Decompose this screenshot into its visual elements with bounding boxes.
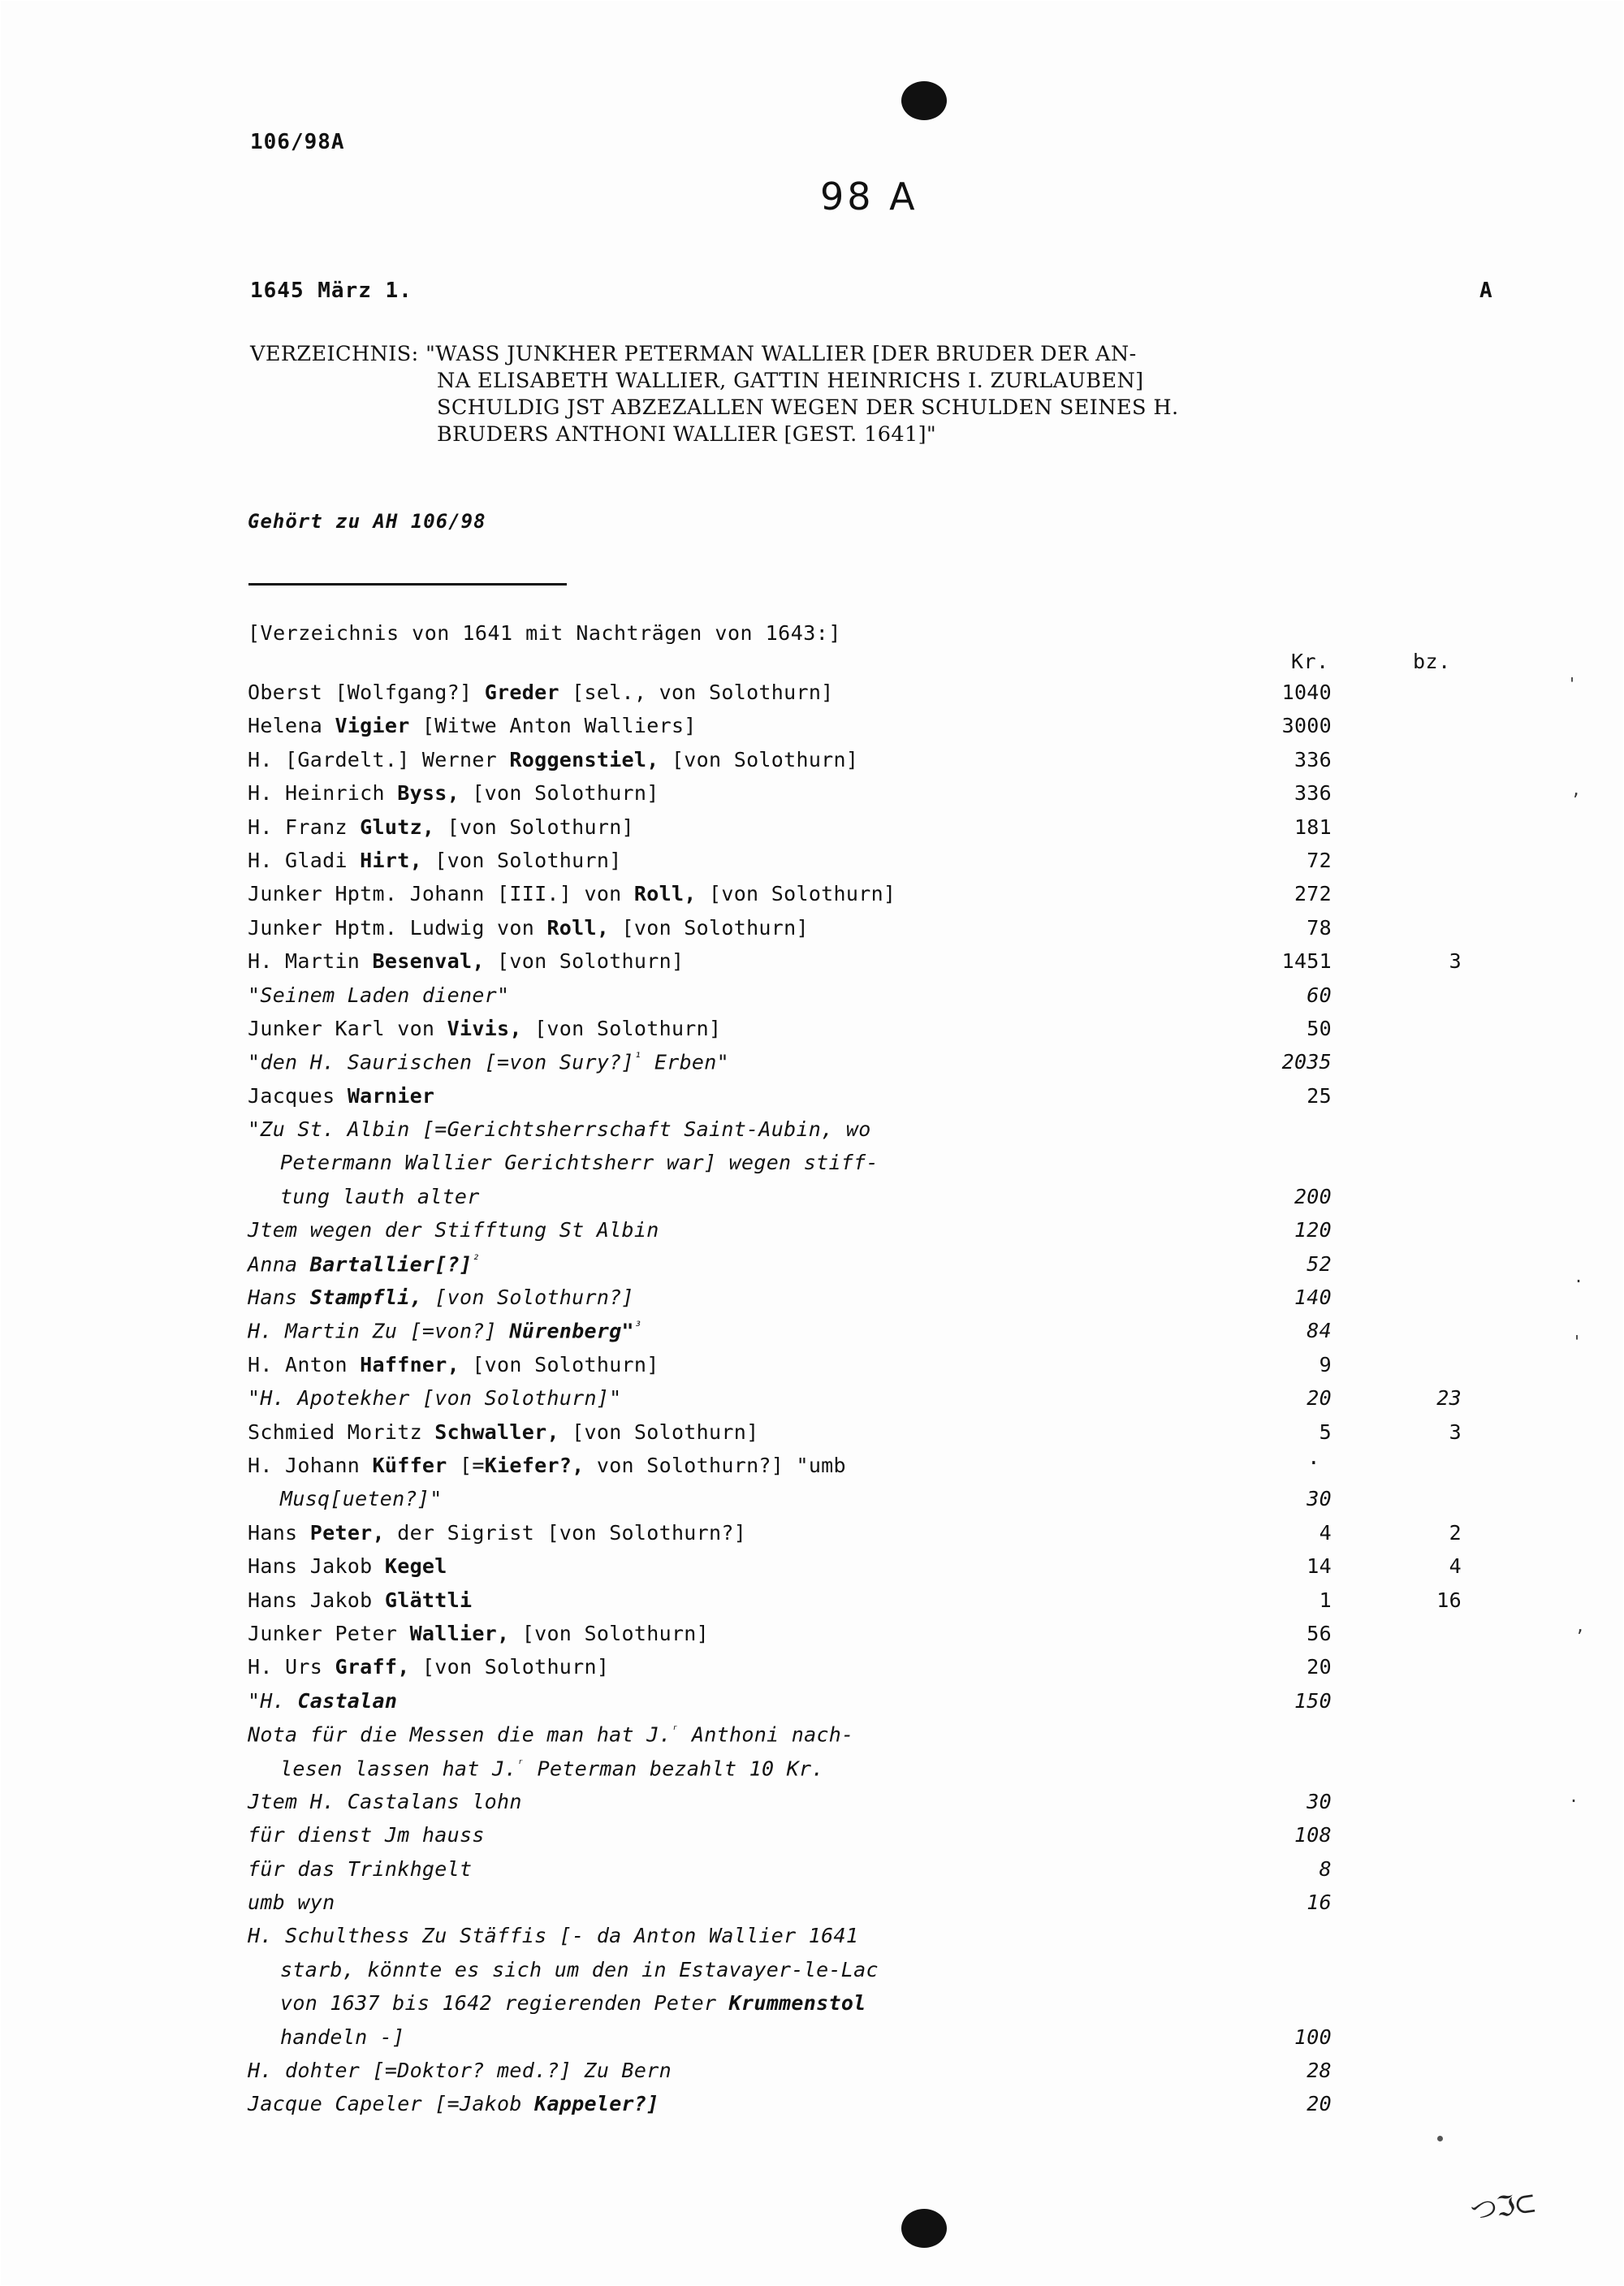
entry-text: umb wyn (248, 1891, 335, 1915)
entry-text: "den H. Saurischen [=von Sury?]$^{^1}$ Erben" (248, 1050, 729, 1074)
entry-text: Junker Peter Wallier, [von Solothurn] (248, 1621, 710, 1645)
entry-amount-bz: 2 (1449, 1520, 1462, 1545)
page-bottom-registration-dot (901, 2209, 947, 2248)
entry-text: H. Martin Zu [=von?] Nürenberg"$^{^3}$ (248, 1319, 642, 1343)
handwritten-scribble: つℑ⊂ (1468, 2186, 1538, 2228)
entry-text: H. Anton Haffner, [von Solothurn] (248, 1352, 659, 1376)
entry-amount-kr: 181 (1294, 815, 1332, 839)
entry-amount-kr: 4 (1319, 1520, 1332, 1545)
entry-text: Jacques Warnier (248, 1083, 435, 1108)
entry-amount-kr: 200 (1294, 1184, 1332, 1208)
entry-row (0, 1958, 1624, 1991)
entry-row (0, 1689, 1624, 1722)
entry-amount-kr: 25 (1307, 1083, 1332, 1108)
entry-text: "H. Castalan (248, 1688, 398, 1713)
entry-text: handeln -] (280, 2025, 405, 2049)
entry-text: von 1637 bis 1642 regierenden Peter Krummenstol (280, 1991, 866, 2016)
entry-text: H. Johann Küffer [=Kiefer?, von Solothurn?] "umb (248, 1453, 846, 1477)
entry-row (0, 1017, 1624, 1050)
entry-row (0, 1454, 1624, 1487)
entry-row (0, 2059, 1624, 2092)
entry-row (0, 1050, 1624, 1083)
column-header-bz: bz. (1413, 650, 1451, 673)
entry-row (0, 714, 1624, 747)
entry-text: Anna Bartallier[?]$^{^2}$ (248, 1251, 480, 1276)
entry-row (0, 1151, 1624, 1184)
entry-text: H. Franz Glutz, [von Solothurn] (248, 815, 634, 839)
entry-amount-bz: 23 (1436, 1386, 1462, 1411)
entry-amount-kr: 5 (1319, 1420, 1332, 1444)
entry-row (0, 949, 1624, 983)
entry-row (0, 1487, 1624, 1520)
title-block (250, 341, 1517, 448)
column-header-kr: Kr. (1291, 650, 1329, 673)
entry-amount-kr: 100 (1294, 2025, 1332, 2049)
entry-text: lesen lassen hat J.$^ʳ$ Peterman bezahlt 10 Kr. (280, 1756, 824, 1780)
edge-speck-3: . (1574, 1267, 1584, 1286)
entry-amount-kr: 50 (1307, 1016, 1332, 1040)
entry-amount-kr: 52 (1307, 1251, 1332, 1276)
entry-amount-kr: 9 (1319, 1352, 1332, 1376)
entry-text: H. Heinrich Byss, [von Solothurn] (248, 781, 659, 806)
entry-row (0, 1891, 1624, 1924)
entry-amount-kr: 78 (1307, 915, 1332, 940)
entry-row (0, 1722, 1624, 1756)
entry-amount-kr: 120 (1294, 1218, 1332, 1242)
stray-dot-mark: . (1307, 1445, 1320, 1470)
entry-row (0, 1991, 1624, 2025)
shelfmark: 106/98A (250, 130, 345, 154)
entry-amount-kr: 14 (1307, 1554, 1332, 1579)
entry-text: Junker Hptm. Ludwig von Roll, [von Solothurn] (248, 915, 809, 940)
entry-text: "Seinem Laden diener" (248, 983, 510, 1007)
entry-text: für das Trinkhgelt (248, 1856, 473, 1881)
entry-row (0, 1117, 1624, 1151)
entry-text: H. Urs Graff, [von Solothurn] (248, 1655, 610, 1679)
entry-text: Hans Jakob Kegel (248, 1554, 447, 1579)
entry-row (0, 1790, 1624, 1823)
entry-row (0, 2092, 1624, 2125)
entry-amount-kr: 28 (1307, 2059, 1332, 2083)
entry-amount-kr: 30 (1307, 1487, 1332, 1511)
entry-text: Hans Stampfli, [von Solothurn?] (248, 1286, 634, 1310)
entry-row (0, 882, 1624, 915)
entry-text: Junker Hptm. Johann [III.] von Roll, [von Solothurn] (248, 882, 896, 906)
entry-text: Hans Peter, der Sigrist [von Solothurn?] (248, 1520, 747, 1545)
entry-amount-kr: 84 (1307, 1319, 1332, 1343)
entry-text: H. Schulthess Zu Stäffis [- da Anton Wallier 1641 (248, 1924, 859, 1948)
entry-text: tung lauth alter (280, 1184, 480, 1208)
page-top-registration-dot (901, 81, 947, 120)
entry-text: Petermann Wallier Gerichtsherr war] wegen stiff- (280, 1151, 879, 1175)
entry-row (0, 681, 1624, 714)
entry-text: Jtem wegen der Stifftung St Albin (248, 1218, 659, 1242)
entry-row (0, 1655, 1624, 1688)
page-speck (1437, 2136, 1443, 2141)
entry-text: Junker Karl von Vivis, [von Solothurn] (248, 1016, 722, 1040)
entry-amount-kr: 8 (1319, 1856, 1332, 1881)
entry-text: H. Martin Besenval, [von Solothurn] (248, 949, 685, 974)
title-line-2: NA ELISABETH WALLIER, GATTIN HEINRICHS I. ZURLAUBEN] (437, 369, 1144, 393)
entry-text: Oberst [Wolfgang?] Greder [sel., von Solothurn] (248, 681, 834, 704)
edge-speck-2: , (1571, 780, 1582, 799)
entry-row (0, 1924, 1624, 1957)
title-line-1: VERZEICHNIS: "WASS JUNKHER PETERMAN WALLIER [DER BRUDER DER AN- (250, 342, 1137, 366)
entry-row (0, 1554, 1624, 1588)
entry-amount-kr: 30 (1307, 1789, 1332, 1813)
entry-amount-kr: 16 (1307, 1891, 1332, 1915)
entry-amount-kr: 272 (1294, 882, 1332, 906)
entry-text: Musq[ueten?]" (280, 1487, 443, 1511)
folio-number: 98 A (820, 175, 918, 218)
entry-amount-kr: 1040 (1281, 681, 1332, 704)
entry-row (0, 1622, 1624, 1655)
edge-speck-4: ' (1572, 1332, 1583, 1351)
entry-amount-kr: 1 (1319, 1588, 1332, 1612)
edge-speck-6: . (1569, 1787, 1579, 1806)
entry-text: Hans Jakob Glättli (248, 1588, 473, 1612)
entry-row (0, 1353, 1624, 1386)
entry-row (0, 1084, 1624, 1117)
corner-letter: A (1479, 279, 1492, 303)
entry-amount-kr: 60 (1307, 983, 1332, 1007)
entry-list (0, 681, 1624, 2126)
entry-row (0, 1823, 1624, 1856)
entry-row (0, 916, 1624, 949)
entry-text: H. Gladi Hirt, [von Solothurn] (248, 848, 622, 872)
entry-amount-kr: 108 (1294, 1823, 1332, 1847)
title-line-3: SCHULDIG JST ABZEZALLEN WEGEN DER SCHULDEN SEINES H. (437, 395, 1179, 420)
list-heading: [Verzeichnis von 1641 mit Nachträgen von 1643:] (248, 621, 841, 645)
entry-amount-bz: 3 (1449, 1420, 1462, 1444)
entry-row (0, 849, 1624, 882)
entry-amount-kr: 72 (1307, 848, 1332, 872)
entry-row (0, 983, 1624, 1017)
entry-row (0, 1420, 1624, 1454)
entry-row (0, 1252, 1624, 1286)
entry-text: Jtem H. Castalans lohn (248, 1789, 522, 1813)
entry-amount-kr: 336 (1294, 781, 1332, 806)
entry-amount-kr: 1451 (1281, 949, 1332, 974)
edge-speck-5: , (1575, 1616, 1586, 1636)
entry-text: starb, könnte es sich um den in Estavayer-le-Lac (280, 1957, 879, 1981)
entry-text: Jacque Capeler [=Jakob Kappeler?] (248, 2092, 659, 2116)
entry-text: für dienst Jm hauss (248, 1823, 485, 1847)
entry-amount-kr: 56 (1307, 1621, 1332, 1645)
entry-row (0, 1218, 1624, 1251)
entry-text: H. [Gardelt.] Werner Roggenstiel, [von Solothurn] (248, 747, 859, 771)
entry-text: Helena Vigier [Witwe Anton Walliers] (248, 714, 697, 738)
entry-text: Schmied Moritz Schwaller, [von Solothurn] (248, 1420, 759, 1444)
entry-row (0, 748, 1624, 781)
edge-speck-1: ' (1567, 674, 1578, 694)
entry-row (0, 781, 1624, 815)
entry-row (0, 1757, 1624, 1790)
entry-amount-bz: 16 (1436, 1588, 1462, 1612)
entry-row (0, 1185, 1624, 1218)
entry-amount-kr: 2035 (1281, 1050, 1332, 1074)
entry-text: "Zu St. Albin [=Gerichtsherrschaft Saint-Aubin, wo (248, 1117, 871, 1142)
entry-text: Nota für die Messen die man hat J.$^ʳ$ Anthoni nach- (248, 1722, 854, 1747)
title-line-4: BRUDERS ANTHONI WALLIER [GEST. 1641]" (437, 422, 937, 447)
entry-amount-kr: 140 (1294, 1286, 1332, 1310)
horizontal-rule (248, 583, 567, 586)
date-line: 1645 März 1. (250, 279, 412, 303)
entry-amount-kr: 150 (1294, 1688, 1332, 1713)
entry-row (0, 1319, 1624, 1352)
entry-amount-kr: 20 (1307, 1655, 1332, 1679)
entry-row (0, 1521, 1624, 1554)
entry-row (0, 1588, 1624, 1622)
entry-amount-kr: 20 (1307, 2092, 1332, 2116)
entry-row (0, 1857, 1624, 1891)
entry-amount-kr: 20 (1307, 1386, 1332, 1411)
entry-amount-kr: 336 (1294, 747, 1332, 771)
entry-row (0, 2025, 1624, 2059)
entry-amount-bz: 4 (1449, 1554, 1462, 1579)
entry-row (0, 1286, 1624, 1319)
reference-note: Gehört zu AH 106/98 (248, 510, 486, 533)
entry-amount-kr: 3000 (1281, 714, 1332, 738)
entry-text: H. dohter [=Doktor? med.?] Zu Bern (248, 2059, 672, 2083)
entry-row (0, 815, 1624, 849)
entry-text: "H. Apotekher [von Solothurn]" (248, 1386, 622, 1411)
entry-row (0, 1386, 1624, 1420)
entry-amount-bz: 3 (1449, 949, 1462, 974)
